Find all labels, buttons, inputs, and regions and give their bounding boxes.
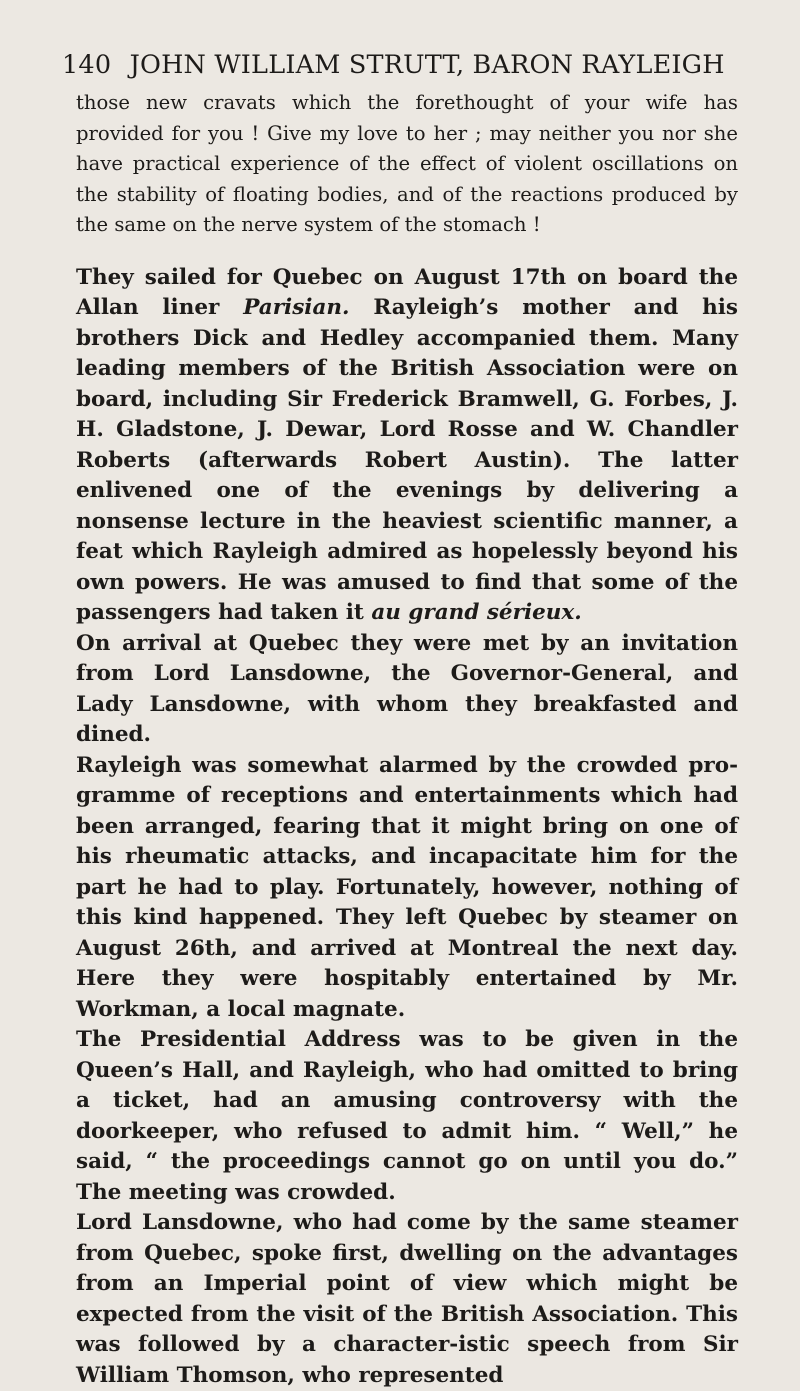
paragraph-voyage-body: Rayleigh’s mother and his brothers Dick and Hedley accompanied them. Many leading members of the British Association were on board, including Sir Frederick Bramwell, G. Forbes, J. H. Gladstone, J. Dewar, Lord Rosse and W. Chandler Roberts (afterwards Robert Austin). The latter enlivened one of the evenings by delivering a nonsense lecture in the heaviest scientific manner, a feat which Rayleigh admired as hopelessly beyond his own powers. He was amused to find that some of the passengers had taken it <box>76 295 738 625</box>
paragraph-voyage <box>76 263 738 629</box>
section-gap <box>76 241 738 263</box>
ship-name: Parisian. <box>243 295 350 320</box>
letter-ending: those new cravats which the forethought of your wife has provided for you ! Give my love to her ; may neither you nor she have practical experience of the effect of violent oscillations on the stability of floating bodies, and of the reactions produced by the same on the nerve system of the stomach ! <box>76 91 738 236</box>
paragraph-lansdowne-speech: Lord Lansdowne, who had come by the same steamer from Quebec, spoke first, dwelling on the advantages from an Imperial point of view which might be expected from the visit of the British Association. This was followed by a character-istic speech from Sir William Thomson, who represented <box>76 1210 738 1388</box>
page-number: 140 <box>62 50 112 80</box>
running-title: JOHN WILLIAM STRUTT, BARON RAYLEIGH <box>129 50 725 80</box>
paragraph-quebec-arrival: On arrival at Quebec they were met by an invitation from Lord Lansdowne, the Governor-General, and Lady Lansdowne, with whom they breakfasted and dined. <box>76 630 738 747</box>
paragraph-receptions: Rayleigh was somewhat alarmed by the crowded pro-gramme of receptions and entertainments which had been arranged, fearing that it might bring on one of his rheumatic attacks, and incapacitate him for the part he had to play. Fortunately, however, nothing of this kind happened. They left Quebec by steamer on August 26th, and arrived at Montreal the next day. Here they were hospitably entertained by Mr. Workman, a local magnate. <box>76 752 738 1022</box>
french-phrase: au grand sérieux. <box>371 600 582 625</box>
page-header <box>62 50 742 80</box>
paragraph-voyage-start: They sailed for Quebec on August 17th on board the Allan liner <box>76 264 738 320</box>
paragraph-presidential-address: The Presidential Address was to be given in the Queen’s Hall, and Rayleigh, who had omitted to bring a ticket, had an amusing controversy with the doorkeeper, who refused to admit him. “ Well,” he said, “ the proceedings cannot go on until you do.” The meeting was crowded. <box>76 1027 738 1205</box>
page-body <box>76 88 738 1391</box>
